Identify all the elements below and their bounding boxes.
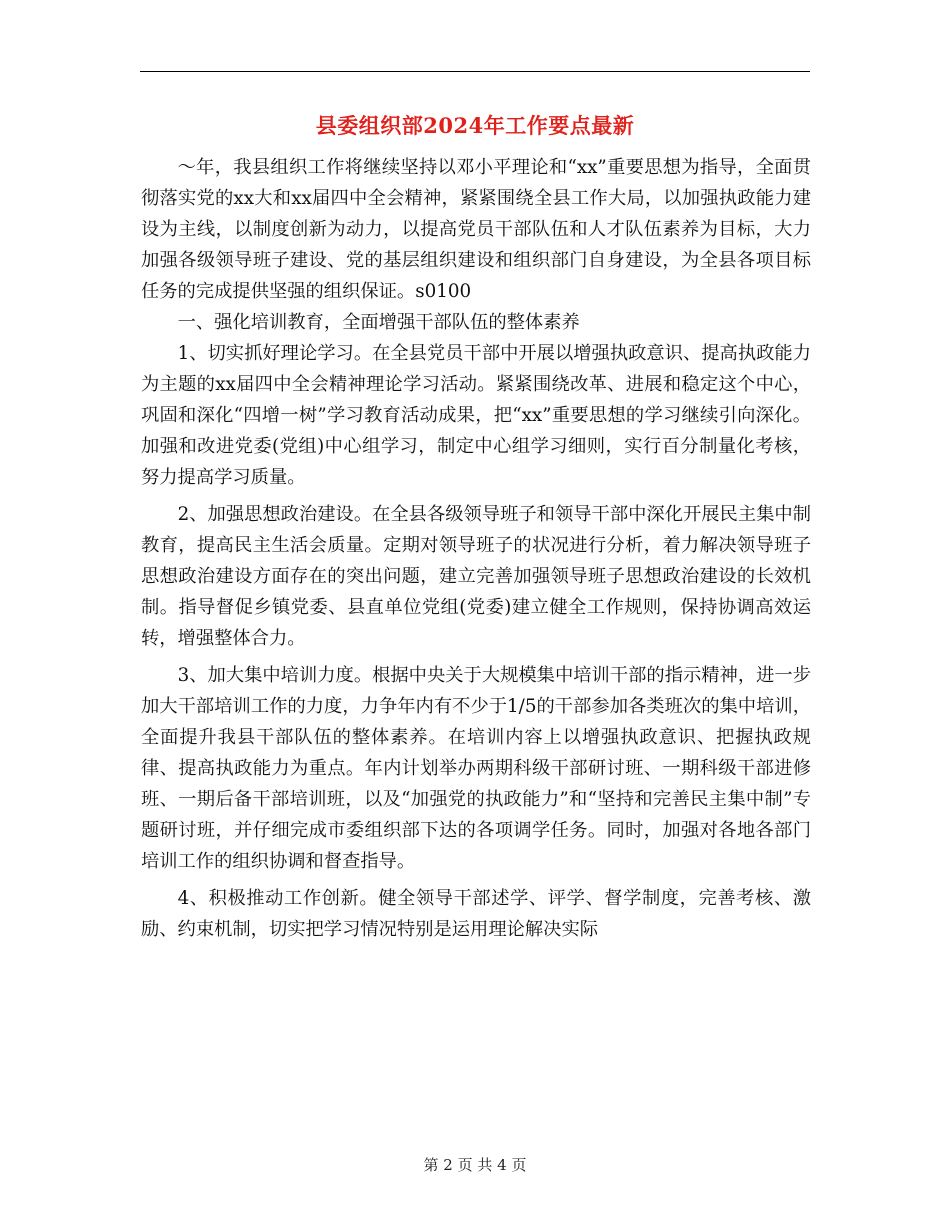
- section-heading-1: 一、强化培训教育，全面增强干部队伍的整体素养: [177, 312, 580, 333]
- paragraph-intro: ～年，我县组织工作将继续坚持以邓小平理论和“xx”重要思想为指导，全面贯彻落实党的xx大和xx届四中全会精神，紧紧围绕全县工作大局，以加强执政能力建设为主线，以制度创新为动力，以提高党员干部队伍和人才队伍素养为目标，大力加强各级领导班子建设、党的基层组织建设和组织部门自身建设，为全县各项目标任务的完成提供坚强的组织保证。s0100: [141, 157, 811, 302]
- document-body: [141, 152, 811, 945]
- page-footer: 第 2 页 共 4 页: [423, 1156, 527, 1174]
- document-title: 县委组织部2024年工作要点最新: [315, 113, 635, 138]
- header-rule: [140, 71, 810, 72]
- paragraph-item-1: 1、切实抓好理论学习。在全县党员干部中开展以增强执政意识、提高执政能力为主题的xx届四中全会精神理论学习活动。紧紧围绕改革、进展和稳定这个中心，巩固和深化“四增一树”学习教育活动成果，把“xx”重要思想的学习继续引向深化。加强和改进党委(党组)中心组学习，制定中心组学习细则，实行百分制量化考核，努力提高学习质量。: [141, 343, 811, 488]
- paragraph-item-4: 4、积极推动工作创新。健全领导干部述学、评学、督学制度，完善考核、激励、约束机制，切实把学习情况特别是运用理论解决实际: [141, 888, 811, 940]
- paragraph-item-3: 3、加大集中培训力度。根据中央关于大规模集中培训干部的指示精神，进一步加大干部培训工作的力度，力争年内有不少于1/5的干部参加各类班次的集中培训，全面提升我县干部队伍的整体素养。在培训内容上以增强执政意识、把握执政规律、提高执政能力为重点。年内计划举办两期科级干部研讨班、一期科级干部进修班、一期后备干部培训班，以及“加强党的执政能力”和“坚持和完善民主集中制”专题研讨班，并仔细完成市委组织部下达的各项调学任务。同时，加强对各地各部门培训工作的组织协调和督查指导。: [141, 665, 811, 872]
- paragraph-item-2: 2、加强思想政治建设。在全县各级领导班子和领导干部中深化开展民主集中制教育，提高民主生活会质量。定期对领导班子的状况进行分析，着力解决领导班子思想政治建设方面存在的突出问题，建立完善加强领导班子思想政治建设的长效机制。指导督促乡镇党委、县直单位党组(党委)建立健全工作规则，保持协调高效运转，增强整体合力。: [141, 504, 811, 649]
